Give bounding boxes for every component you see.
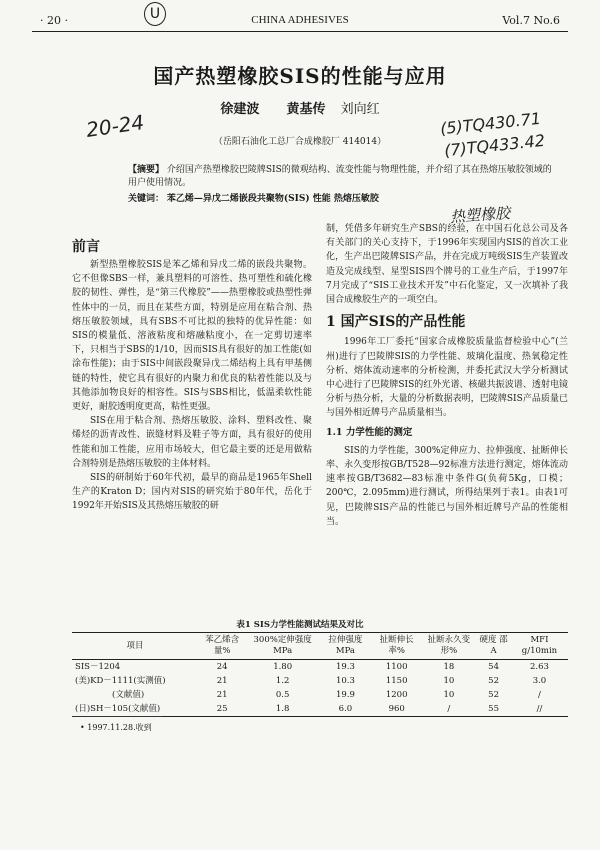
- handwritten-page-range: 20-24: [84, 110, 146, 142]
- volume-issue: Vol.7 No.6: [502, 14, 560, 27]
- abstract-text: 介绍国产热塑橡胶巴陵牌SIS的微观结构、流变性能与物理性能，并介绍了其在热熔压敏胶领域的用户使用情况。: [128, 165, 552, 188]
- abstract-label: 【摘要】: [128, 165, 165, 175]
- table-cell: 21: [216, 690, 228, 700]
- table-cell: 19.9: [335, 690, 355, 700]
- table-cell: 1.80: [273, 662, 293, 672]
- table-cell: 960: [372, 702, 422, 717]
- table-cell: (日)SH－105(文献值): [72, 702, 198, 717]
- column-header: 扯断伸长率%: [372, 633, 422, 660]
- table-cell: 52: [488, 676, 499, 686]
- subsection-heading-1-1: 1.1 力学性能的测定: [326, 426, 413, 438]
- table-cell: 6.0: [319, 702, 372, 717]
- table-cell: 0.5: [275, 690, 290, 700]
- table-cell: 25: [198, 702, 246, 717]
- author-name: 徐建波: [220, 102, 260, 117]
- table-cell: 52: [488, 690, 499, 700]
- author-name: 刘向红: [340, 102, 380, 117]
- section-heading-1: 1 国产SIS的产品性能: [326, 314, 466, 331]
- table-row: [72, 660, 568, 675]
- table-row: [72, 688, 568, 702]
- table-cell: 3.0: [532, 676, 547, 686]
- keywords-text: 苯乙烯—异戊二烯嵌段共聚物(SIS) 性能 热熔压敏胶: [166, 194, 379, 204]
- paragraph: 制，凭借多年研究生产SBS的经验，在中国石化总公司及各有关部门的关心支持下，于1996年实现国内SIS的首次工业化，生产出巴陵牌SIS产品，并在完成万吨级SIS生产装置改造及完成线型、星型SIS四个牌号的工业生产后，于1997年7月完成了“SIS工业技术开发”中石化鉴定，又一次填补了我国合成橡胶生产的一项空白。: [326, 224, 568, 306]
- footnote-rule: [72, 716, 162, 717]
- table-cell: 10: [443, 690, 455, 700]
- table-cell: /: [538, 690, 541, 700]
- right-column-text: [326, 222, 568, 529]
- table-header-row: [72, 633, 568, 660]
- table-cell: 2.63: [529, 662, 549, 672]
- column-header: MFI g/10min: [511, 633, 568, 660]
- paragraph: 1996年工厂委托“国家合成橡胶质量监督检验中心”(兰州)进行了巴陵牌SIS的力学性能、玻璃化温度、热氧稳定性分析、熔体流动速率的分析检测，并委托武汉大学分析测试中心进行了巴陵牌SIS的红外光谱、核磁共振波谱、透射电镜分析与热分析，大量的分析数据表明，巴陵牌SIS产品质量已与国外相近牌号产品质量相当。: [326, 337, 568, 419]
- handwritten-classification-1: (5)TQ430.71: [439, 108, 542, 139]
- abstract: [128, 164, 558, 190]
- received-date-footnote: • 1997.11.28.收到: [80, 723, 152, 732]
- table-cell: /: [421, 702, 476, 717]
- page-number: · 20 ·: [40, 14, 68, 27]
- table-cell: 1.2: [275, 676, 290, 686]
- table-cell: 21: [216, 676, 228, 686]
- header-rule: [32, 31, 568, 32]
- affiliation: （岳阳石油化工总厂合成橡胶厂 414014）: [213, 137, 387, 147]
- table-cell: SIS－1204: [75, 662, 121, 672]
- keywords-label: 关键词：: [128, 194, 165, 204]
- table-cell: 10: [443, 676, 455, 686]
- table-cell: 1100: [385, 662, 408, 672]
- column-header: 项目: [72, 633, 198, 660]
- table-cell: 18: [443, 662, 455, 672]
- paragraph: 新型热塑橡胶SIS是苯乙烯和异戊二烯的嵌段共聚物。它不但像SBS一样，兼具塑料的可溶性、热可塑性和硫化橡胶的韧性、弹性，是“第三代橡胶”——热塑橡胶或热塑性弹性体中的一员，而且在某些方面，特别是应用在粘合剂、热熔压敏胶领域，具有SBS不可比拟的独特的优异性能：如SIS的模量低、溶液粘度和熔融粘度小，在一定剪切速率下，只相当于SBS的1/10，因而SIS具有很好的加工性能(如涂布性能)；由于SIS中间嵌段聚异戊二烯结构上具有甲基侧链的特性，使它具有很好的内聚力和优良的粘着性能以及与其他添加物良好的相容性。SIS与SBS相比，低温柔软性能更好，耐胶透明度更高，粘性更强。: [72, 260, 312, 413]
- table-cell: 55: [476, 702, 511, 717]
- table-row: [72, 674, 568, 688]
- table-caption: 表1 SIS力学性能测试结果及对比: [236, 620, 364, 630]
- data-table: [72, 632, 568, 717]
- column-header: 300%定伸强度 MPa: [246, 633, 319, 660]
- table-cell: (美)KD－1111(实测值): [75, 676, 166, 686]
- paragraph: SIS在用于粘合剂、热熔压敏胶、涂料、塑料改性、聚烯烃的沥青改性、嵌缝材料及鞋子等方面，具有很好的使用性能和加工性能，应用市场较大，但它最主要的还是用做粘合剂特别是热熔压敏胶的主体材料。: [72, 416, 312, 469]
- column-header: 苯乙烯含量%: [198, 633, 246, 660]
- handwritten-circle-mark: U: [144, 2, 166, 26]
- handwritten-classification-2: (7)TQ433.42: [443, 130, 546, 161]
- journal-name: CHINA ADHESIVES: [251, 14, 349, 26]
- author-name: 黄基传: [286, 102, 326, 117]
- table-cell: 1.8: [246, 702, 319, 717]
- table-cell: 54: [488, 662, 499, 672]
- table-cell: 19.3: [335, 662, 355, 672]
- left-column-text: [72, 258, 312, 514]
- table-cell: (文献值): [112, 690, 145, 700]
- column-header: 扯断永久变形%: [421, 633, 476, 660]
- table-cell: //: [511, 702, 568, 717]
- handwritten-keyword: 热塑橡胶: [449, 203, 511, 227]
- column-header: 硬度 邵A: [476, 633, 511, 660]
- table-row: [72, 702, 568, 717]
- paragraph: SIS的研制始于60年代初，最早的商品是1965年Shell生产的Kraton D；国内对SIS的研究始于80年代，岳化于1992年开始SIS及其热熔压敏胶的研: [72, 473, 312, 512]
- paper-title: 国产热塑橡胶SIS的性能与应用: [153, 64, 447, 88]
- paragraph: SIS的力学性能，300%定伸应力、拉伸强度、扯断伸长率、永久变形按GB/T528—92标准方法进行测定，熔体流动速率按GB/T3682—83标准中条件G(负荷5Kg，口模；200℃，2.095mm)进行测试，所得结果列于表1。由表1可见，巴陵牌SIS产品的性能已与国外相近牌号产品的性能相当。: [326, 445, 568, 527]
- column-header: 拉伸强度 MPa: [319, 633, 372, 660]
- table-cell: 1150: [385, 676, 408, 686]
- section-heading-intro: 前言: [72, 239, 100, 255]
- table-cell: 24: [216, 662, 228, 672]
- table-cell: 1200: [385, 690, 408, 700]
- table-cell: 10.3: [335, 676, 355, 686]
